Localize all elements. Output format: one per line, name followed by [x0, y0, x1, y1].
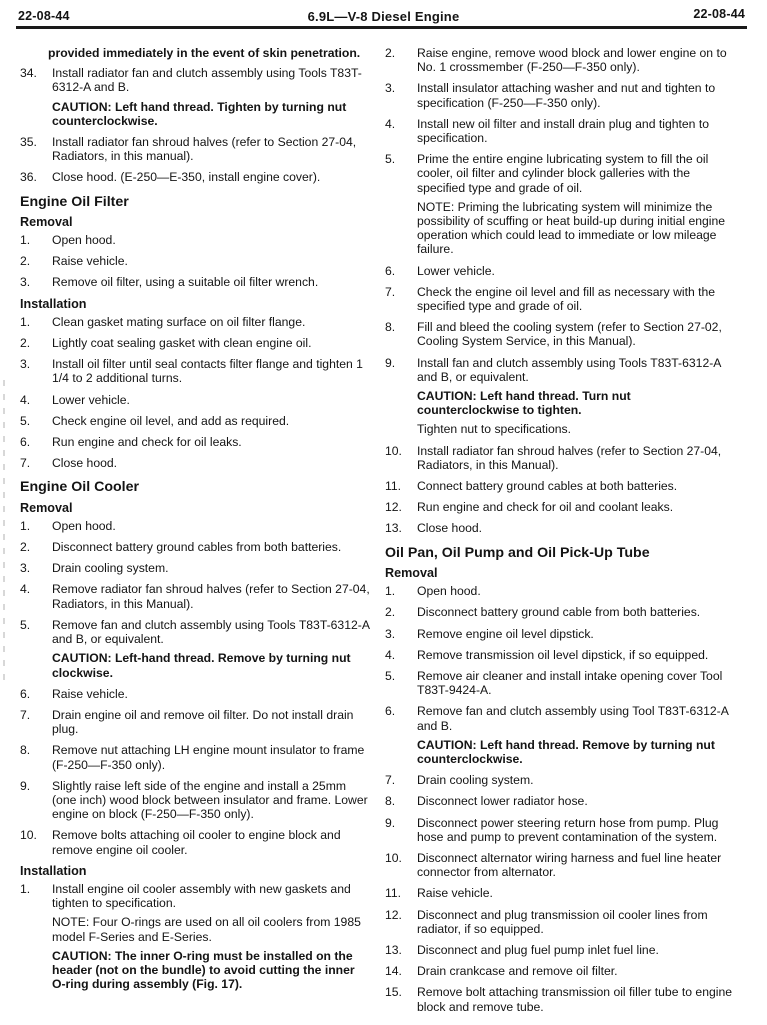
step-item — [385, 584, 733, 598]
step-text: Install engine oil cooler assembly with new gaskets and tighten to specification. — [52, 881, 351, 911]
step-text: Open hood. — [417, 584, 481, 599]
step-item — [385, 648, 733, 662]
caution-note: CAUTION: Left hand thread. Turn nut counterclockwise to tighten. — [417, 389, 631, 418]
step-text: Disconnect alternator wiring harness and fuel line heater connector from alternator. — [417, 850, 722, 880]
step-number: 4. — [20, 392, 31, 407]
step-list — [20, 66, 370, 94]
left-column — [20, 46, 370, 998]
step-number: 3. — [20, 275, 31, 290]
step-number: 2. — [20, 540, 31, 555]
step-number: 2. — [20, 254, 31, 269]
step-item — [385, 264, 733, 278]
step-list — [385, 264, 733, 384]
step-item — [385, 500, 733, 514]
step-text: Connect battery ground cables at both batteries. — [417, 479, 678, 494]
step-item — [385, 152, 733, 195]
step-text: Drain engine oil and remove oil filter. Do not install drain plug. — [52, 707, 354, 737]
step-text: Remove nut attaching LH engine mount insulator to frame (F-250—F-350 only). — [52, 743, 365, 772]
step-text: Open hood. — [52, 233, 116, 248]
step-text: Prime the entire engine lubricating system to fill the oil cooler, oil filter and cylinder block galleries with the specified type and grade of oil. — [417, 152, 709, 195]
note: NOTE: Priming the lubricating system will minimize the possibility of scuffing or heat build-up during initial engine operation which could lead to immediate or low mileage failure. — [417, 199, 726, 257]
step-number: 2. — [385, 46, 396, 60]
step-item — [385, 886, 733, 900]
step-number: 1. — [20, 881, 31, 896]
subheading-installation: Installation — [20, 863, 87, 878]
step-text: Check engine oil level, and add as required. — [52, 413, 290, 428]
step-item — [20, 275, 370, 289]
step-list — [20, 687, 370, 857]
step-number: 7. — [20, 456, 31, 471]
section-heading-oil-cooler: Engine Oil Cooler — [20, 479, 140, 496]
step-text: Raise vehicle. — [417, 886, 493, 901]
step-item — [385, 794, 733, 808]
step-item — [385, 773, 733, 787]
caution-note: CAUTION: Left-hand thread. Remove by turning nut clockwise. — [52, 651, 351, 680]
step-number: 13. — [385, 942, 402, 957]
step-text: Disconnect battery ground cable from both batteries. — [417, 605, 701, 620]
right-column — [385, 46, 733, 1021]
step-number: 11. — [385, 479, 402, 494]
step-number: 5. — [20, 413, 31, 428]
step-item — [20, 456, 370, 470]
step-item — [385, 704, 733, 732]
step-text: Remove air cleaner and install intake opening cover Tool T83T-9424-A. — [417, 668, 723, 698]
step-item — [20, 708, 370, 736]
step-number: 1. — [385, 584, 396, 599]
step-item — [20, 315, 370, 329]
subheading-removal: Removal — [20, 500, 73, 515]
step-number: 8. — [385, 320, 396, 335]
step-item — [385, 816, 733, 844]
step-item — [385, 46, 733, 74]
step-item — [385, 356, 733, 384]
step-item — [20, 254, 370, 268]
step-item — [385, 285, 733, 313]
step-number: 12. — [385, 907, 402, 922]
step-text: Run engine and check for oil leaks. — [52, 435, 242, 450]
caution-note: CAUTION: Left hand thread. Tighten by turning nut counterclockwise. — [52, 99, 347, 128]
step-item — [20, 135, 370, 163]
step-list — [385, 773, 733, 1014]
step-text: Close hood. (E-250—E-350, install engine cover). — [52, 170, 321, 185]
step-text: Run engine and check for oil and coolant leaks. — [417, 500, 674, 515]
step-number: 6. — [20, 686, 31, 701]
step-number: 9. — [385, 355, 396, 370]
step-text: Remove transmission oil level dipstick, if so equipped. — [417, 647, 709, 662]
note: NOTE: Four O-rings are used on all oil coolers from 1985 model F-Series and E-Series. — [52, 915, 361, 944]
step-text: Install radiator fan shroud halves (refer to Section 27-04, Radiators, in this manual). — [52, 135, 357, 164]
step-text: Remove fan and clutch assembly using Tools T83T-6312-A and B, or equivalent. — [52, 617, 370, 647]
step-text: Lightly coat sealing gasket with clean engine oil. — [52, 336, 312, 351]
step-number: 2. — [385, 605, 396, 620]
step-text: Disconnect and plug fuel pump inlet fuel line. — [417, 942, 659, 957]
step-number: 3. — [385, 626, 396, 641]
step-item — [20, 66, 370, 94]
page-number-right: 22-08-44 — [693, 7, 745, 21]
step-number: 5. — [385, 152, 396, 167]
step-number: 3. — [385, 81, 396, 96]
step-item — [20, 414, 370, 428]
step-number: 12. — [385, 500, 402, 515]
step-number: 6. — [385, 704, 396, 719]
step-list — [20, 882, 370, 910]
step-number: 9. — [385, 815, 396, 830]
step-item — [385, 669, 733, 697]
step-item — [20, 336, 370, 350]
tighten-instruction: Tighten nut to specifications. — [417, 422, 572, 437]
step-list — [385, 444, 733, 536]
step-list — [20, 519, 370, 646]
step-number: 10. — [385, 443, 402, 458]
step-number: 4. — [385, 647, 396, 662]
step-item — [20, 170, 370, 184]
step-text: Raise engine, remove wood block and lower engine on to No. 1 crossmember (F-250—F-350 only). — [417, 46, 727, 75]
step-number: 15. — [385, 985, 402, 1000]
step-number: 8. — [20, 743, 31, 758]
step-number: 1. — [20, 518, 31, 533]
step-item — [20, 357, 370, 385]
step-item — [385, 117, 733, 145]
step-item — [20, 435, 370, 449]
step-list — [20, 135, 370, 185]
step-number: 1. — [20, 314, 31, 329]
step-number: 4. — [20, 582, 31, 597]
step-number: 8. — [385, 794, 396, 809]
step-text: Install oil filter until seal contacts filter flange and tighten 1 1/4 to 2 additional turns. — [52, 357, 363, 386]
step-text: Lower vehicle. — [52, 392, 130, 407]
step-number: 3. — [20, 357, 31, 372]
step-item — [20, 519, 370, 533]
step-text: Install radiator fan shroud halves (refer to Section 27-04, Radiators, in this Manual). — [417, 443, 722, 472]
step-number: 13. — [385, 521, 402, 536]
step-number: 7. — [385, 284, 396, 299]
step-text: Install new oil filter and install drain plug and tighten to specification. — [417, 116, 710, 146]
step-item — [385, 985, 733, 1013]
step-number: 14. — [385, 964, 402, 979]
step-list — [20, 315, 370, 471]
step-item — [20, 687, 370, 701]
step-text: Lower vehicle. — [417, 263, 495, 278]
step-item — [385, 627, 733, 641]
step-number: 10. — [385, 850, 402, 865]
step-text: Drain crankcase and remove oil filter. — [417, 964, 618, 979]
step-number: 34. — [20, 66, 37, 81]
subheading-removal: Removal — [385, 565, 438, 580]
step-item — [385, 320, 733, 348]
step-number: 6. — [385, 263, 396, 278]
step-item — [385, 81, 733, 109]
step-item — [385, 964, 733, 978]
step-item — [20, 743, 370, 771]
step-number: 10. — [20, 828, 37, 843]
step-number: 11. — [385, 886, 402, 901]
step-text: Disconnect and plug transmission oil cooler lines from radiator, if so equipped. — [417, 907, 708, 936]
step-number: 2. — [20, 336, 31, 351]
continued-warning: provided immediately in the event of skin penetration. — [48, 46, 361, 60]
step-text: Disconnect battery ground cables from both batteries. — [52, 540, 342, 555]
step-text: Install fan and clutch assembly using Tools T83T-6312-A and B, or equivalent. — [417, 355, 721, 384]
step-item — [20, 828, 370, 856]
step-item — [385, 444, 733, 472]
step-text: Remove radiator fan shroud halves (refer to Section 27-04, Radiators, in this Manual). — [52, 582, 370, 611]
step-number: 35. — [20, 135, 37, 150]
step-text: Remove oil filter, using a suitable oil filter wrench. — [52, 275, 319, 290]
step-text: Remove engine oil level dipstick. — [417, 626, 594, 641]
step-text: Install insulator attaching washer and nut and tighten to specification (F-250—F-350 only). — [417, 81, 716, 110]
step-number: 5. — [20, 617, 31, 632]
step-number: 36. — [20, 170, 37, 185]
step-item — [385, 943, 733, 957]
step-text: Remove fan and clutch assembly using Tool T83T-6312-A and B. — [417, 704, 729, 733]
subheading-removal: Removal — [20, 214, 73, 229]
step-item — [20, 582, 370, 610]
step-text: Raise vehicle. — [52, 254, 128, 269]
step-item — [385, 908, 733, 936]
step-text: Close hood. — [52, 456, 118, 471]
step-list — [385, 46, 733, 195]
step-item — [20, 618, 370, 646]
step-text: Remove bolts attaching oil cooler to engine block and remove engine oil cooler. — [52, 828, 341, 857]
step-text: Slightly raise left side of the engine and install a 25mm (one inch) wood block between insulator and frame. Lower engine on block (F-250—F-350 only). — [52, 778, 368, 822]
step-number: 4. — [385, 116, 396, 131]
step-text: Clean gasket mating surface on oil filter flange. — [52, 314, 306, 329]
step-text: Raise vehicle. — [52, 686, 128, 701]
header-rule — [16, 26, 747, 29]
step-item — [20, 393, 370, 407]
step-text: Disconnect lower radiator hose. — [417, 794, 588, 809]
step-item — [385, 479, 733, 493]
step-text: Drain cooling system. — [52, 561, 169, 576]
step-number: 7. — [385, 773, 396, 788]
scan-edge-marks — [3, 380, 5, 680]
step-item — [20, 540, 370, 554]
page-title: 6.9L—V-8 Diesel Engine — [307, 9, 460, 24]
step-number: 9. — [20, 778, 31, 793]
step-number: 7. — [20, 707, 31, 722]
caution-note: CAUTION: The inner O-ring must be installed on the header (not on the bundle) to avoid cutting the inner O-ring during assembly (Fig. 17). — [52, 948, 355, 992]
step-text: Close hood. — [417, 521, 483, 536]
section-heading-oil-pan: Oil Pan, Oil Pump and Oil Pick-Up Tube — [385, 544, 650, 561]
step-item — [20, 779, 370, 822]
step-number: 6. — [20, 435, 31, 450]
step-item — [385, 851, 733, 879]
step-text: Fill and bleed the cooling system (refer to Section 27-02, Cooling System Service, in this Manual). — [417, 320, 722, 349]
caution-note: CAUTION: Left hand thread. Remove by turning nut counterclockwise. — [417, 737, 715, 766]
section-heading-oil-filter: Engine Oil Filter — [20, 193, 129, 210]
step-text: Check the engine oil level and fill as necessary with the specified type and grade of oil. — [417, 284, 716, 314]
step-number: 5. — [385, 668, 396, 683]
step-text: Open hood. — [52, 518, 116, 533]
page-number-left: 22-08-44 — [18, 9, 70, 23]
step-text: Drain cooling system. — [417, 773, 534, 788]
step-text: Install radiator fan and clutch assembly using Tools T83T-6312-A and B. — [52, 66, 362, 95]
step-list — [20, 233, 370, 290]
step-item — [20, 233, 370, 247]
step-text: Remove bolt attaching transmission oil filler tube to engine block and remove tube. — [417, 985, 733, 1014]
step-number: 1. — [20, 233, 31, 248]
step-item — [20, 561, 370, 575]
step-item — [385, 521, 733, 535]
step-item — [385, 605, 733, 619]
step-list — [385, 584, 733, 733]
step-text: Disconnect power steering return hose from pump. Plug hose and pump to prevent contamination of the system. — [417, 815, 719, 844]
step-number: 3. — [20, 561, 31, 576]
step-item — [20, 882, 370, 910]
subheading-installation: Installation — [20, 296, 87, 311]
